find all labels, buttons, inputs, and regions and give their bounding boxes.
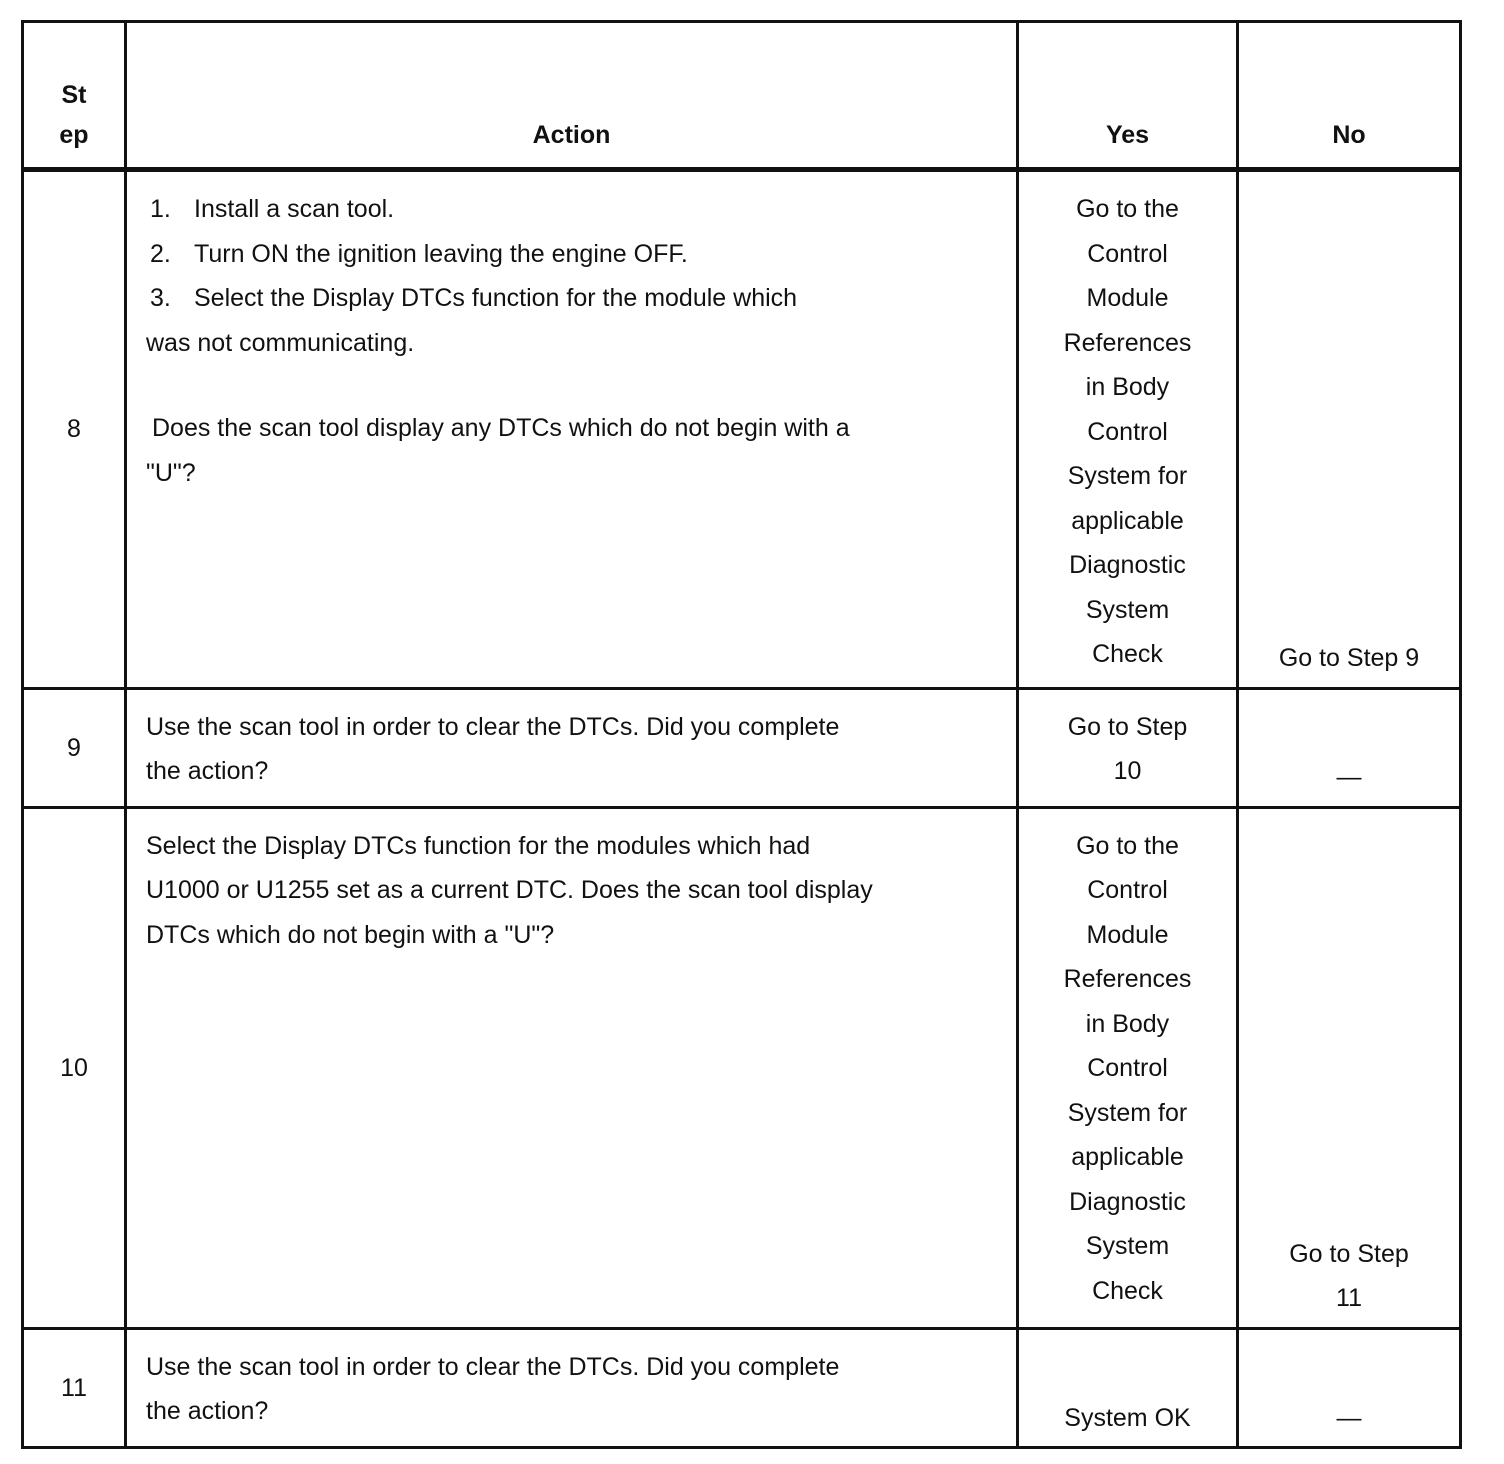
step-number: 8 <box>23 170 126 689</box>
yes-cell: Go to Step 10 <box>1018 688 1238 807</box>
header-step-line1: St <box>61 81 87 109</box>
action-question-end: "U"? <box>146 458 196 487</box>
header-yes: Yes <box>1018 22 1238 170</box>
no-cell: Go to Step 11 <box>1238 807 1461 1328</box>
action-continuation: was not communicating. <box>146 328 415 357</box>
yes-cell: Go to the Control Module References in Body Control System for applicable Diagnostic System Check <box>1018 807 1238 1328</box>
action-cell: Use the scan tool in order to clear the DTCs. Did you complete the action? <box>126 1328 1018 1447</box>
table-row-step-9 <box>23 688 1461 807</box>
header-no: No <box>1238 22 1461 170</box>
no-cell: Go to Step 9 <box>1238 170 1461 689</box>
yes-cell: Go to the Control Module References in Body Control System for applicable Diagnostic System Check <box>1018 170 1238 689</box>
action-list-item: 3. Select the Display DTCs function for the module which <box>150 284 798 312</box>
step-number: 11 <box>23 1328 126 1447</box>
step-number: 9 <box>23 688 126 807</box>
header-step-line2: ep <box>59 121 89 149</box>
table-row-step-11 <box>23 1328 1461 1447</box>
no-cell: — <box>1238 1328 1461 1447</box>
step-number: 10 <box>23 807 126 1328</box>
action-cell <box>126 170 1018 689</box>
action-cell: Select the Display DTCs function for the modules which had U1000 or U1255 set as a current DTC. Does the scan tool display DTCs which do not begin with a "U"? <box>126 807 1018 1328</box>
no-cell: — <box>1238 688 1461 807</box>
table-row-step-10 <box>23 807 1461 1328</box>
yes-cell: System OK <box>1018 1328 1238 1447</box>
action-list-item: 2. Turn ON the ignition leaving the engine OFF. <box>150 239 688 268</box>
header-action: Action <box>126 22 1018 170</box>
header-step <box>23 22 126 170</box>
diagnostic-table <box>21 20 1462 1449</box>
table-row-step-8 <box>23 170 1461 689</box>
action-list-item: 1. Install a scan tool. <box>150 195 395 223</box>
action-cell: Use the scan tool in order to clear the DTCs. Did you complete the action? <box>126 688 1018 807</box>
action-question: Does the scan tool display any DTCs which do not begin with a <box>152 414 850 442</box>
header-row <box>23 22 1461 170</box>
